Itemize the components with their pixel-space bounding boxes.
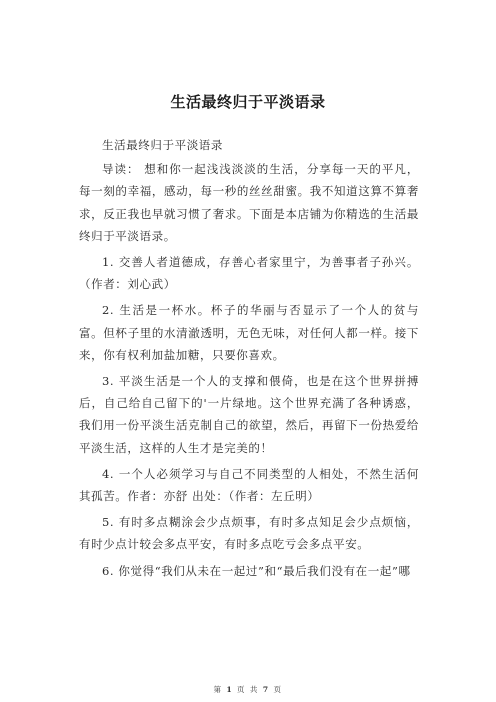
quote-paragraph-6: 6. 你觉得“我们从未在一起过”和“最后我们没有在一起”哪 [102,563,411,578]
quote-paragraph-3: 3. 平淡生活是一个人的支撑和偎倚，也是在这个世界拼搏后，自己给自己留下的'一片绿地。这个世界充满了各种诱惑，我们用一份平淡生活克制自己的欲望，然后，再留下一份热爱给平淡生活，这样的人生才是完美的！ [79,374,419,455]
intro-paragraph: 导读： 想和你一起浅浅淡淡的生活，分享每一天的平凡， 每一刻的幸福，感动，每一秒的丝丝甜蜜。我不知道这算不算奢求，反正我也早就习惯了奢求。下面是本店铺为你精选的生活最终归于平淡语录。 [79,162,419,243]
quote-paragraph-2: 2. 生活是一杯水。杯子的华丽与否显示了一个人的贫与富。但杯子里的水清澈透明，无色无味，对任何人都一样。接下来，你有权利加盐加糖，只要你喜欢。 [79,303,419,362]
document-body [79,134,419,586]
footer-prefix: 第 [213,685,223,694]
quote-paragraph-5: 5. 有时多点糊涂会少点烦事，有时多点知足会少点烦恼，有时少点计较会多点平安，有时多点吃亏会多点平安。 [79,515,419,552]
footer-middle: 页 共 [237,685,259,694]
current-page-number: 1 [226,685,234,694]
quote-paragraph-1: 1. 交善人者道德成，存善心者家里宁，为善事者子孙兴。（作者：刘心武） [79,255,419,292]
footer-suffix: 页 [273,685,283,694]
quote-paragraph-4: 4. 一个人必须学习与自己不同类型的人相处，不然生活何其孤苦。作者：亦舒 出处：（作者：左丘明） [79,466,419,504]
document-subtitle: 生活最终归于平淡语录 [102,138,223,152]
total-page-count: 7 [262,685,270,694]
page-footer [0,684,496,695]
document-title: 生活最终归于平淡语录 [170,93,326,111]
